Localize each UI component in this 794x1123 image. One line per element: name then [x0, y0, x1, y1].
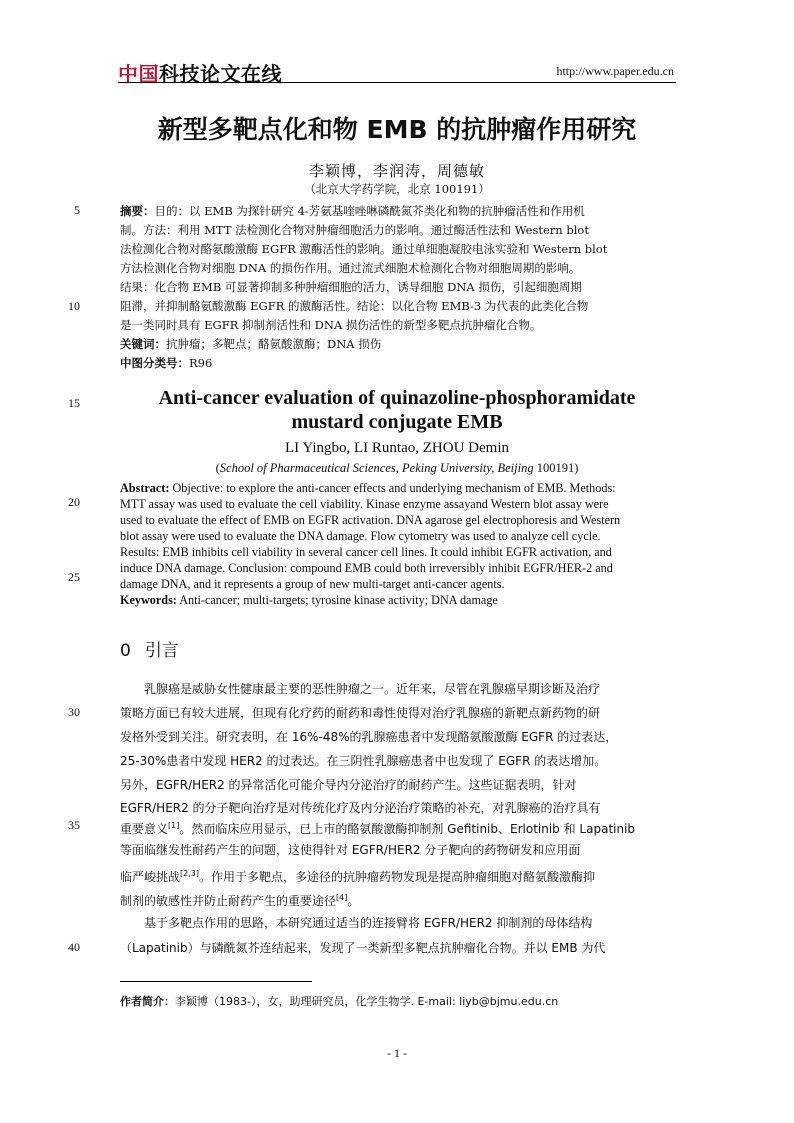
- citation-marker[interactable]: [4]: [336, 893, 348, 902]
- affiliation-en: [118, 461, 676, 476]
- abstract-cn-line: 法检测化合物对酪氨酸激酶 EGFR 激酶活性的影响。通过单细胞凝胶电泳实验和 Western blot: [120, 242, 608, 256]
- affil-institution: School of Pharmaceutical Sciences, Peking University, Beijing: [219, 461, 534, 475]
- keywords-cn: [120, 336, 676, 352]
- body-line: 基于多靶点作用的思路，本研究通过适当的连接臂将 EGFR/HER2 抑制剂的母体结构: [120, 916, 593, 930]
- line-number: 5: [74, 203, 80, 217]
- title-en-line: Anti-cancer evaluation of quinazoline-phosphoramidate: [158, 387, 636, 409]
- title-cn: 新型多靶点化和物 EMB 的抗肿瘤作用研究: [157, 115, 637, 144]
- keywords-en-label: Keywords:: [120, 593, 177, 607]
- authors-en: LI Yingbo, LI Runtao, ZHOU Demin: [285, 440, 509, 456]
- header-url[interactable]: http://www.paper.edu.cn: [556, 64, 674, 78]
- abstract-cn-label: 摘要：: [120, 204, 155, 218]
- keywords-cn-text: 抗肿瘤；多靶点；酪氨酸激酶；DNA 损伤: [166, 337, 382, 351]
- line-number: 40: [68, 940, 80, 954]
- title-en-line: mustard conjugate EMB: [291, 411, 503, 433]
- clc-cn: [120, 355, 676, 371]
- section-number: 0: [120, 641, 131, 661]
- abstract-en-line: blot assay were used to evaluate the DNA damage. Flow cytometry was used to analyze cell cycle.: [120, 529, 601, 543]
- abstract-en-line: damage DNA, and it represents a group of new multi-target anti-cancer agents.: [120, 577, 505, 591]
- logo-china-text: 中国: [118, 62, 159, 86]
- abstract-en-line: used to evaluate the effect of EMB on EGFR activation. DNA agarose gel electrophoresis and Western: [120, 513, 621, 527]
- body-line: 策略方面已有较大进展，但现有化疗药的耐药和毒性使得对治疗乳腺癌的新靶点新药物的研: [120, 706, 601, 720]
- line-number: 10: [68, 299, 80, 313]
- line-number: 30: [68, 705, 80, 719]
- abstract-cn-line: 制。方法：利用 MTT 法检测化合物对肿瘤细胞活力的影响。通过酶活性法和 Western blot: [120, 223, 589, 237]
- footnote-label: 作者简介：: [120, 995, 175, 1008]
- abstract-cn-line: [120, 203, 676, 219]
- body-line: EGFR/HER2 的分子靶向治疗是对传统化疗及内分泌治疗策略的补充，对乳腺癌的治疗具有: [120, 801, 601, 815]
- body-line: 乳腺癌是威胁女性健康最主要的恶性肿瘤之一。近年来，尽管在乳腺癌早期诊断及治疗: [120, 682, 601, 696]
- line-number: 35: [68, 818, 80, 832]
- body-line: 另外，EGFR/HER2 的异常活化可能介导内分泌治疗的耐药产生。这些证据表明，针对: [120, 778, 577, 792]
- header-rule: [118, 82, 676, 83]
- affil-paren: (: [215, 461, 220, 475]
- page-number: - 1 -: [387, 1046, 407, 1060]
- abstract-en-line: MTT assay was used to evaluate the cell viability. Kinase enzyme assayand Western blot assay were: [120, 497, 609, 511]
- body-line: （Lapatinib）与磷酰氮芥连结起来，发现了一类新型多靶点抗肿瘤化合物。并以 EMB 为代: [120, 941, 606, 955]
- keywords-cn-label: 关键词：: [120, 337, 166, 351]
- footnote-rule: [120, 981, 312, 982]
- abstract-en-line: [120, 480, 676, 496]
- abstract-en-text: Objective: to explore the anti-cancer effects and underlying mechanism of EMB. Methods:: [169, 481, 616, 495]
- abstract-cn-line: 结果：化合物 EMB 可显著抑制多种肿瘤细胞的活力，诱导细胞 DNA 损伤，引起细胞周期: [120, 280, 582, 294]
- section-title: 引言: [144, 641, 179, 661]
- abstract-cn-line: 方法检测化合物对细胞 DNA 的损伤作用。通过流式细胞术检测化合物对细胞周期的影响。: [120, 261, 581, 275]
- body-line: 等面临继发性耐药产生的问题，这使得针对 EGFR/HER2 分子靶向的药物研发和应用面: [120, 843, 581, 857]
- body-line: 临严峻挑战[2,3]。作用于多靶点，多途径的抗肿瘤药物发现是提高肿瘤细胞对酪氨酸激酶抑: [120, 869, 595, 884]
- abstract-cn-text: 目的：以 EMB 为探针研究 4-芳氨基喹唑啉磷酰氮芥类化和物的抗肿瘤活性和作用机: [154, 204, 585, 218]
- author-footnote: [120, 993, 558, 1009]
- citation-marker[interactable]: [1]: [168, 821, 180, 830]
- footnote-text: 李颖博（1983-），女，助理研究员，化学生物学. E-mail: liyb@bjmu.edu.cn: [175, 995, 559, 1008]
- abstract-en-label: Abstract:: [120, 481, 170, 495]
- body-line: 制剂的敏感性并防止耐药产生的重要途径[4]。: [120, 893, 360, 908]
- line-number: 20: [68, 495, 80, 509]
- abstract-cn-line: 是一类同时具有 EGFR 抑制剂活性和 DNA 损伤活性的新型多靶点抗肿瘤化合物。: [120, 318, 542, 332]
- body-line: 发格外受到关注。研究表明，在 16%-48%的乳腺癌患者中发现酪氨酸激酶 EGFR 的过表达，: [120, 730, 618, 744]
- line-number: 15: [68, 396, 80, 410]
- line-number: 25: [68, 570, 80, 584]
- section-heading: [120, 636, 179, 661]
- affiliation-cn: （北京大学药学院，北京 100191）: [304, 182, 490, 196]
- abstract-cn-line: 阻滞，并抑制酪氨酸激酶 EGFR 的激酶活性。结论：以化合物 EMB-3 为代表的此类化合物: [120, 299, 589, 313]
- body-line: 重要意义[1]。然而临床应用显示，已上市的酪氨酸激酶抑制剂 Gefitinib、Erlotinib 和 Lapatinib: [120, 821, 636, 836]
- clc-cn-text: R96: [189, 356, 213, 370]
- body-line: 25-30%患者中发现 HER2 的过表达。在三阴性乳腺癌患者中也发现了 EGFR 的表达增加。: [120, 754, 607, 768]
- title-en: [118, 386, 676, 434]
- keywords-en: [120, 592, 676, 608]
- abstract-en-line: induce DNA damage. Conclusion: compound EMB could both irreversibly inhibit EGFR/HER-2 and: [120, 561, 613, 575]
- affil-postcode: 100191): [533, 461, 579, 475]
- citation-marker[interactable]: [2,3]: [180, 869, 199, 878]
- logo-name-text: 科技论文在线: [159, 62, 282, 86]
- abstract-en-line: Results: EMB inhibits cell viability in several cancer cell lines. It could inhibit EGFR activation, and: [120, 545, 612, 559]
- authors-cn: 李颖博，李润涛，周德敏: [308, 162, 485, 180]
- clc-cn-label: 中图分类号：: [120, 356, 189, 370]
- keywords-en-text: Anti-cancer; multi-targets; tyrosine kinase activity; DNA damage: [176, 593, 498, 607]
